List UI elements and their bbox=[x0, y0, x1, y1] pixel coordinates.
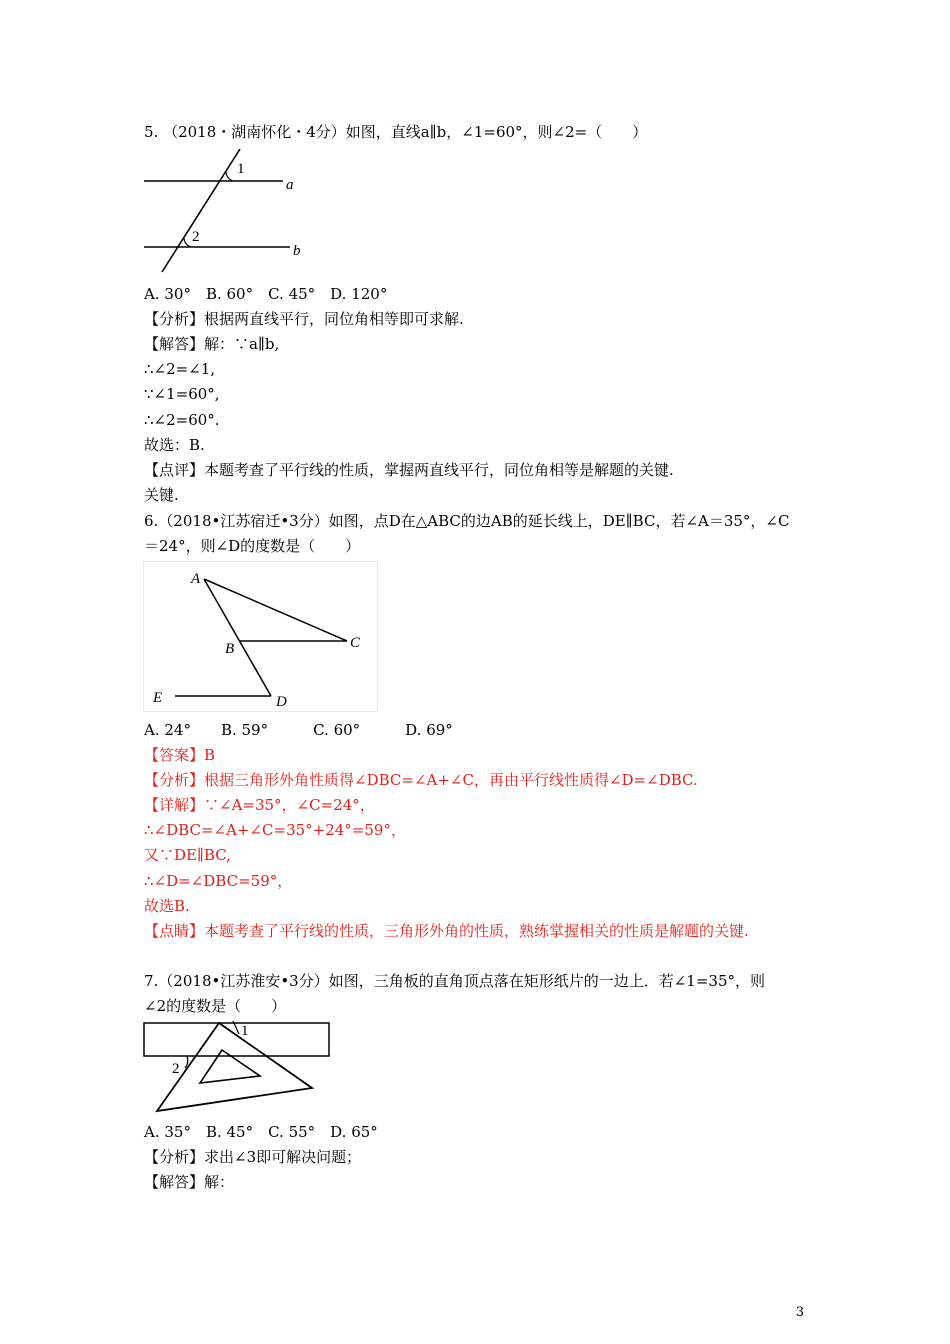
q7-label-2: 2 bbox=[172, 1061, 180, 1077]
q7-analysis: 【分析】求出∠3即可解决问题； bbox=[144, 1148, 362, 1166]
q5-options: A. 30° B. 60° C. 45° D. 120° bbox=[144, 285, 388, 303]
q7-options: A. 35° B. 45° C. 55° D. 65° bbox=[144, 1123, 378, 1141]
q5-solution-line: ∴∠2=60°. bbox=[144, 411, 220, 429]
q5-comment: 【点评】本题考查了平行线的性质，掌握两直线平行，同位角相等是解题的关键. bbox=[144, 461, 674, 479]
q7-angle2-arc bbox=[185, 1056, 188, 1068]
q6-figure-border bbox=[144, 562, 378, 712]
q5-solution-line: ∵∠1=60°, bbox=[144, 385, 220, 403]
q7-triangle-outer bbox=[157, 1023, 312, 1111]
q7-triangle-inner bbox=[200, 1050, 260, 1083]
q6-options: A. 24° B. 59° C. 60° D. 69° bbox=[144, 721, 453, 739]
q5-label-b: b bbox=[293, 243, 301, 259]
q6-label-A: A bbox=[191, 571, 201, 587]
q6-figure bbox=[143, 561, 379, 713]
q5-label-2: 2 bbox=[192, 229, 200, 245]
q6-detail-line: 又∵DE∥BC, bbox=[144, 846, 231, 864]
q6-label-C: C bbox=[350, 635, 361, 651]
q7-question-line1: 7.（2018•江苏淮安•3分）如图，三角板的直角顶点落在矩形纸片的一边上．若∠1=35°，则 bbox=[144, 972, 765, 990]
q5-solution-line: ∴∠2=∠1, bbox=[144, 360, 216, 378]
q5-question: 5. （2018・湖南怀化・4分）如图，直线a∥b，∠1=60°，则∠2=（ ） bbox=[144, 123, 648, 141]
page-number: 3 bbox=[795, 1305, 804, 1320]
q5-label-1: 1 bbox=[237, 161, 245, 177]
q7-question-line2: ∠2的度数是（ ） bbox=[144, 997, 287, 1015]
q6-analysis: 【分析】根据三角形外角性质得∠DBC=∠A+∠C，再由平行线性质得∠D=∠DBC. bbox=[144, 771, 698, 789]
q6-question-line2: ＝24°，则∠D的度数是（ ） bbox=[144, 537, 361, 555]
q6-detail-line: ∴∠D=∠DBC=59°， bbox=[144, 872, 293, 890]
q6-comment: 【点睛】本题考查了平行线的性质，三角形外角的性质，熟练掌握相关的性质是解题的关键. bbox=[144, 922, 749, 940]
q5-comment-tail: 关键. bbox=[144, 486, 179, 504]
q6-side-AC bbox=[204, 579, 347, 641]
q5-angle1-arc bbox=[226, 172, 233, 181]
q5-solution-line: 故选：B. bbox=[144, 436, 205, 454]
q7-figure bbox=[140, 1018, 335, 1115]
q6-label-E: E bbox=[153, 690, 163, 706]
q6-question-line1: 6.（2018•江苏宿迁•3分）如图，点D在△ABC的边AB的延长线上，DE∥BC，若∠A＝35°，∠C bbox=[144, 512, 790, 530]
q6-answer: 【答案】B bbox=[144, 746, 216, 764]
q6-label-D: D bbox=[276, 694, 287, 710]
q7-label-1: 1 bbox=[241, 1023, 249, 1039]
q5-analysis: 【分析】根据两直线平行，同位角相等即可求解. bbox=[144, 310, 464, 328]
q6-detail-line: 故选B. bbox=[144, 897, 190, 915]
q5-figure bbox=[140, 145, 310, 275]
q6-detail-line: 【详解】∵∠A=35°，∠C=24°， bbox=[144, 796, 375, 814]
q5-angle2-arc bbox=[184, 238, 191, 247]
q6-detail-line: ∴∠DBC=∠A+∠C=35°+24°=59°， bbox=[144, 821, 406, 839]
q6-label-B: B bbox=[225, 641, 235, 657]
q5-transversal bbox=[162, 149, 240, 272]
q7-solution: 【解答】解： bbox=[144, 1173, 235, 1191]
q5-solution-line: 【解答】解：∵a∥b, bbox=[144, 335, 280, 353]
q5-label-a: a bbox=[286, 177, 294, 193]
q6-line-AD bbox=[204, 579, 271, 696]
